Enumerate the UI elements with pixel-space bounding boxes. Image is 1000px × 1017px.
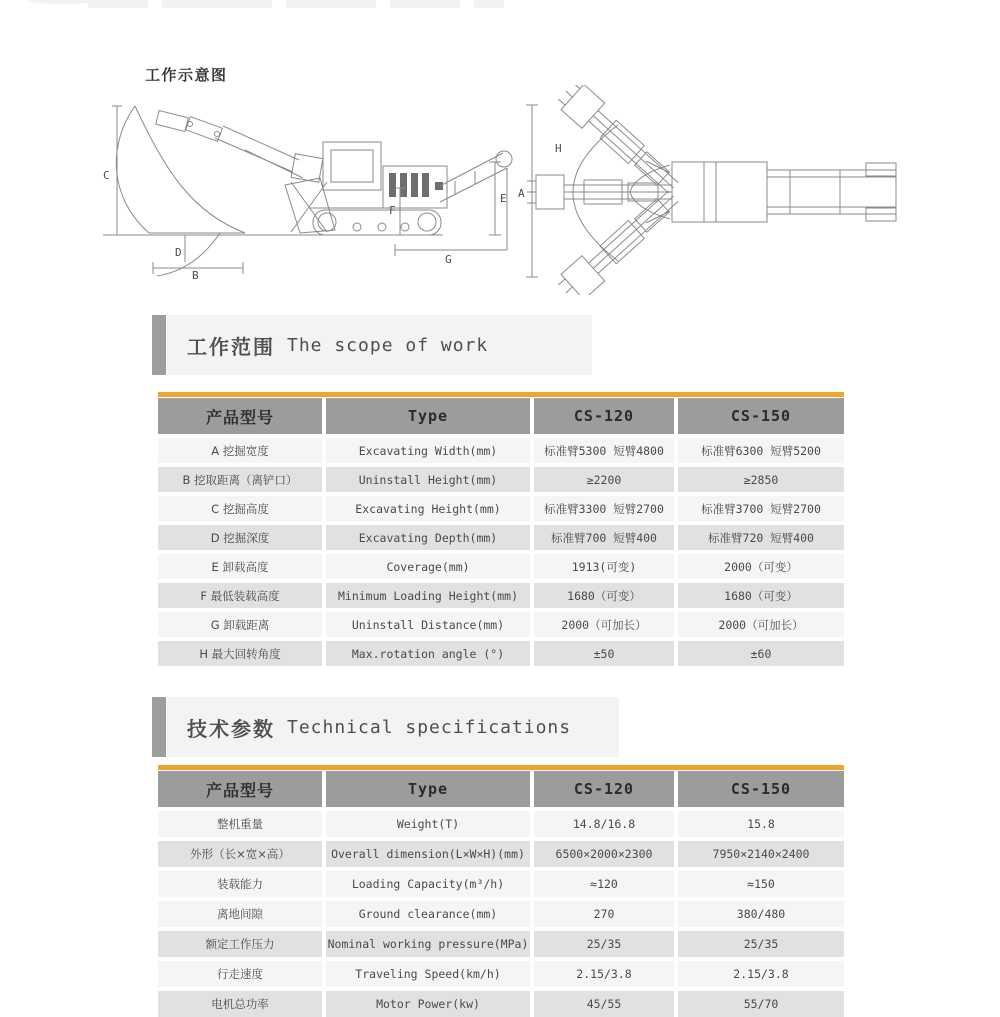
cell-type-en: Excavating Depth(mm)	[326, 525, 530, 550]
table-row	[158, 901, 844, 927]
table-row	[158, 991, 844, 1017]
cell-cs150: 55/70	[678, 991, 844, 1017]
cell-cs120: ≥2200	[534, 467, 674, 492]
dimension-label-b: B	[192, 269, 199, 280]
cell-type-en: Minimum Loading Height(mm)	[326, 583, 530, 608]
header-product-model: 产品型号	[158, 398, 322, 434]
cell-model-cn: 装载能力	[158, 871, 322, 897]
table-row	[158, 871, 844, 897]
table-header-row	[158, 771, 844, 807]
section-accent-bar	[152, 315, 166, 375]
cell-model-cn: 行走速度	[158, 961, 322, 987]
cell-type-en: Max.rotation angle (°)	[326, 641, 530, 666]
header-cs150: CS-150	[678, 398, 844, 434]
cell-cs120: ≈120	[534, 871, 674, 897]
cell-model-cn: C 挖掘高度	[158, 496, 322, 521]
cell-type-en: Traveling Speed(km/h)	[326, 961, 530, 987]
cell-cs120: 270	[534, 901, 674, 927]
table-row	[158, 811, 844, 837]
section-title-en: The scope of work	[287, 334, 489, 356]
dimension-label-h: H	[555, 142, 562, 155]
cell-cs120: 2000（可加长）	[534, 612, 674, 637]
cell-type-en: Weight(T)	[326, 811, 530, 837]
cell-cs150: 15.8	[678, 811, 844, 837]
spec-table	[158, 765, 844, 1017]
top-view-diagram	[500, 85, 920, 295]
header-cs150: CS-150	[678, 771, 844, 807]
table-accent-bar	[158, 765, 844, 770]
cell-type-en: Uninstall Height(mm)	[326, 467, 530, 492]
cell-cs120: 45/55	[534, 991, 674, 1017]
header-type: Type	[326, 771, 530, 807]
cell-type-en: Motor Power(kw)	[326, 991, 530, 1017]
table-header-row	[158, 398, 844, 434]
table-row	[158, 841, 844, 867]
header-cs120: CS-120	[534, 771, 674, 807]
cell-type-en: Coverage(mm)	[326, 554, 530, 579]
cell-model-cn: B 挖取距离（离铲口）	[158, 467, 322, 492]
section-title-en: Technical specifications	[287, 716, 572, 738]
cell-cs150: ≈150	[678, 871, 844, 897]
cell-cs120: 25/35	[534, 931, 674, 957]
cell-cs150: 标准臂3700 短臂2700	[678, 496, 844, 521]
cell-cs150: ±60	[678, 641, 844, 666]
cell-cs150: 1680（可变）	[678, 583, 844, 608]
section-accent-bar	[152, 697, 166, 757]
table-row	[158, 554, 844, 579]
cell-cs150: 2000（可加长）	[678, 612, 844, 637]
table-row	[158, 612, 844, 637]
page-title: 工作示意图	[145, 66, 228, 84]
cell-model-cn: G 卸载距离	[158, 612, 322, 637]
dimension-label-a: A	[518, 187, 525, 200]
cell-cs120: 1680（可变）	[534, 583, 674, 608]
cell-model-cn: F 最低装载高度	[158, 583, 322, 608]
cell-cs120: 14.8/16.8	[534, 811, 674, 837]
cropped-top-remnant	[88, 0, 588, 9]
section-header-scope	[152, 315, 592, 375]
cell-cs150: ≥2850	[678, 467, 844, 492]
table-row	[158, 438, 844, 463]
header-cs120: CS-120	[534, 398, 674, 434]
cell-cs150: 2.15/3.8	[678, 961, 844, 987]
cell-model-cn: E 卸载高度	[158, 554, 322, 579]
scope-table	[158, 392, 844, 666]
cell-cs120: 标准臂3300 短臂2700	[534, 496, 674, 521]
section-header-spec	[152, 697, 619, 757]
cell-cs120: 标准臂5300 短臂4800	[534, 438, 674, 463]
table-accent-bar	[158, 392, 844, 397]
table-row	[158, 961, 844, 987]
dimension-label-e: E	[500, 192, 507, 205]
cell-cs150: 标准臂720 短臂400	[678, 525, 844, 550]
cell-cs150: 380/480	[678, 901, 844, 927]
dimension-label-c: C	[103, 169, 110, 182]
cell-cs120: ±50	[534, 641, 674, 666]
table-row	[158, 496, 844, 521]
section-title-cn: 技术参数	[187, 716, 275, 741]
table-row	[158, 931, 844, 957]
section-title-cn: 工作范围	[187, 334, 275, 359]
cell-cs150: 25/35	[678, 931, 844, 957]
cell-cs150: 标准臂6300 短臂5200	[678, 438, 844, 463]
header-product-model: 产品型号	[158, 771, 322, 807]
table-row	[158, 583, 844, 608]
cell-model-cn: 电机总功率	[158, 991, 322, 1017]
dimension-label-f: F	[389, 204, 396, 217]
cell-type-en: Loading Capacity(m³/h)	[326, 871, 530, 897]
cell-type-en: Excavating Width(mm)	[326, 438, 530, 463]
cell-model-cn: A 挖掘宽度	[158, 438, 322, 463]
side-view-diagram	[95, 90, 515, 280]
cell-model-cn: 离地间隙	[158, 901, 322, 927]
cell-cs150: 7950×2140×2400	[678, 841, 844, 867]
table-row	[158, 467, 844, 492]
cell-cs120: 6500×2000×2300	[534, 841, 674, 867]
cell-type-en: Excavating Height(mm)	[326, 496, 530, 521]
table-row	[158, 525, 844, 550]
cell-model-cn: 外形（长×宽×高）	[158, 841, 322, 867]
cell-type-en: Nominal working pressure(MPa)	[326, 931, 530, 957]
cell-type-en: Overall dimension(L×W×H)(mm)	[326, 841, 530, 867]
cell-model-cn: D 挖掘深度	[158, 525, 322, 550]
header-type: Type	[326, 398, 530, 434]
cell-type-en: Uninstall Distance(mm)	[326, 612, 530, 637]
cell-cs150: 2000（可变）	[678, 554, 844, 579]
cell-cs120: 1913(可变)	[534, 554, 674, 579]
dimension-label-d: D	[175, 246, 182, 259]
table-row	[158, 641, 844, 666]
cell-model-cn: H 最大回转角度	[158, 641, 322, 666]
cell-cs120: 标准臂700 短臂400	[534, 525, 674, 550]
cell-model-cn: 整机重量	[158, 811, 322, 837]
cell-type-en: Ground clearance(mm)	[326, 901, 530, 927]
dimension-label-g: G	[445, 253, 452, 266]
cell-model-cn: 额定工作压力	[158, 931, 322, 957]
cell-cs120: 2.15/3.8	[534, 961, 674, 987]
